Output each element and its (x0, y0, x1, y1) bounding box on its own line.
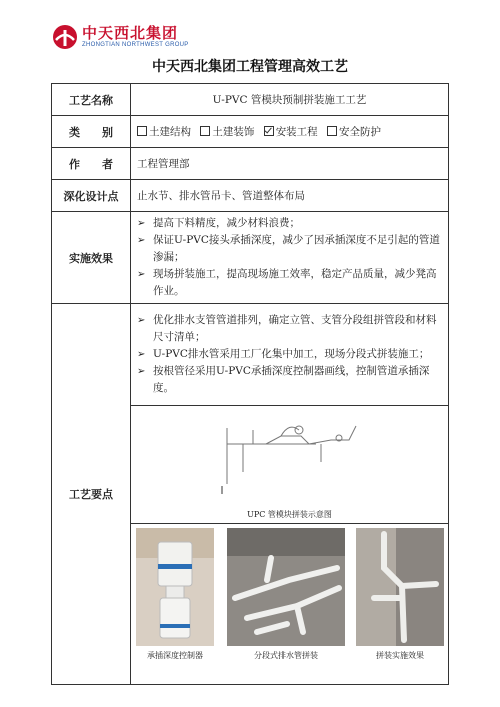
arrow-bullet-icon: ➢ (137, 366, 146, 377)
key-points-list (131, 309, 448, 400)
arrow-bullet-icon: ➢ (137, 269, 146, 280)
key-points-list-cell (131, 304, 449, 406)
list-item: ➢ 现场拼装施工，提高现场施工效率，稳定产品质量，减少凳高作业。 (137, 268, 437, 297)
category-options (131, 116, 449, 148)
process-table (51, 83, 449, 685)
page-title: 中天西北集团工程管理高效工艺 (152, 59, 348, 75)
value-author: 工程管理部 (131, 148, 449, 180)
arrow-bullet-icon: ➢ (137, 218, 146, 229)
category-option-safety[interactable]: 安全防护 (327, 124, 381, 139)
label-key-points: 工艺要点 (52, 304, 131, 685)
effect-list-cell (131, 212, 449, 304)
value-process-name: U-PVC 管模块预制拼装施工工艺 (131, 84, 449, 116)
logo-mark-icon (52, 24, 78, 50)
figure-caption: UPC 管模块拼装示意图 (247, 510, 332, 519)
pipe-assembly-diagram (131, 406, 449, 523)
checkbox-icon[interactable] (200, 126, 210, 136)
checkbox-icon[interactable] (327, 126, 337, 136)
arrow-bullet-icon: ➢ (137, 235, 146, 246)
category-option-installation[interactable]: 安装工程 (264, 124, 318, 139)
checkbox-checked-icon[interactable] (264, 126, 274, 136)
effect-list (131, 212, 448, 303)
logo-chinese-name: 中天西北集团 (82, 24, 179, 42)
photo-caption: 拼装实施效果 (376, 651, 424, 660)
company-logo (52, 24, 202, 52)
photo-caption: 分段式排水管拼装 (254, 651, 318, 660)
value-design-points: 止水节、排水管吊卡、管道整体布局 (131, 180, 449, 212)
category-option-structure[interactable]: 土建结构 (137, 124, 191, 139)
list-item: ➢ U-PVC排水管采用工厂化集中加工，现场分段式拼装施工； (137, 346, 442, 363)
arrow-bullet-icon: ➢ (137, 349, 146, 360)
depth-controller-photo (136, 528, 214, 646)
assembly-result-photo (356, 528, 444, 646)
label-effect: 实施效果 (52, 212, 131, 304)
list-item: ➢ 按根管径采用U-PVC承插深度控制器画线，控制管道承插深度。 (137, 365, 430, 394)
segmented-assembly-photo (227, 528, 345, 646)
photo-caption: 承插深度控制器 (147, 651, 203, 660)
list-item: ➢ 提高下料精度，减少材料浪费； (137, 215, 442, 232)
photo-row (131, 524, 449, 685)
list-item: ➢ 优化排水支管管道排列，确定立管、支管分段组拼管段和材料尺寸清单； (137, 314, 437, 343)
label-process-name: 工艺名称 (52, 84, 131, 116)
arrow-bullet-icon: ➢ (137, 315, 146, 326)
category-option-decoration[interactable]: 土建装饰 (200, 124, 254, 139)
label-design-points: 深化设计点 (52, 180, 131, 212)
logo-english-name: ZHONGTIAN NORTHWEST GROUP (82, 42, 189, 48)
list-item: ➢ 保证U-PVC接头承插深度，减少了因承插深度不足引起的管道渗漏； (137, 234, 440, 263)
assembly-diagram-cell (131, 406, 449, 524)
label-category: 类 别 (52, 116, 131, 148)
checkbox-icon[interactable] (137, 126, 147, 136)
label-author: 作 者 (52, 148, 131, 180)
